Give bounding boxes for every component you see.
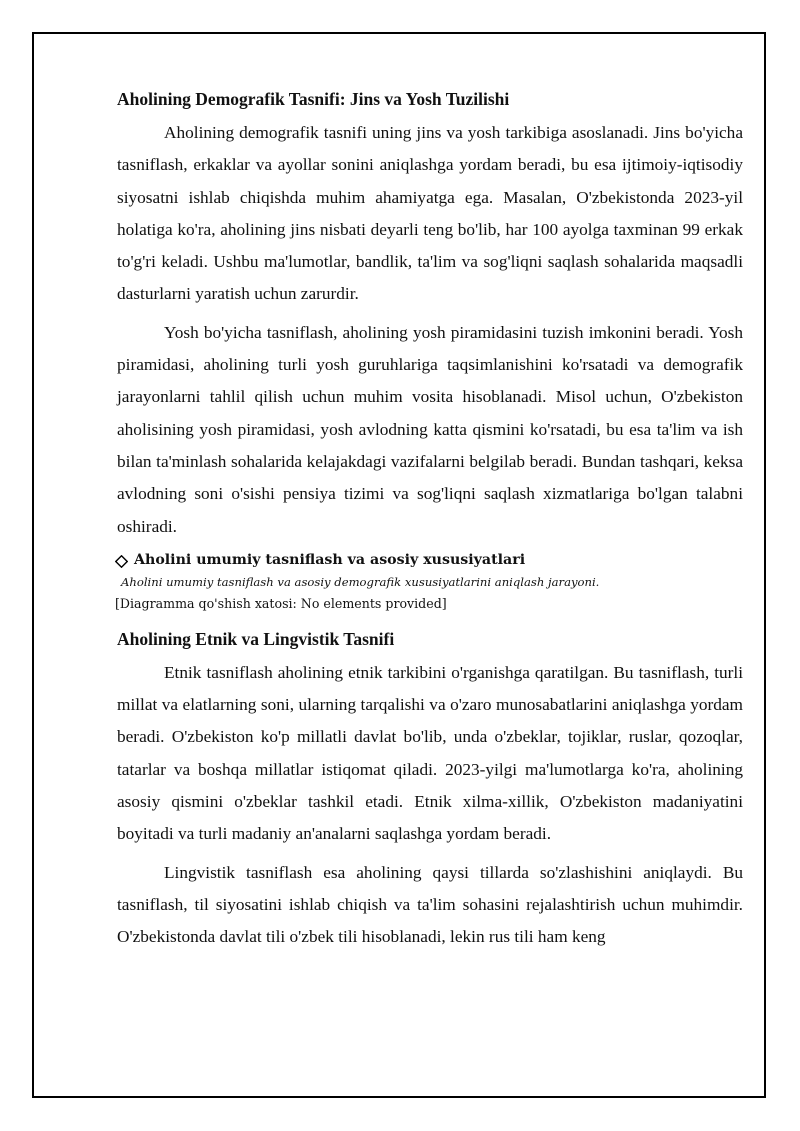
section-heading-ethnic: Aholining Etnik va Lingvistik Tasnifi (117, 628, 395, 649)
diamond-icon (115, 553, 128, 566)
paragraph: Yosh bo'yicha tasniflash, aholining yosh piramidasini tuzish imkonini beradi. Yosh piramidasi, aholining turli yosh guruhlariga taqsimlanishini ko'rsatadi va demografik jarayonlarni tahlil qilish uchun muhim vosita hisoblanadi. Misol uchun, O'zbekiston aholisining yosh piramidasi, yosh avlodning katta qismini ko'rsatadi, bu esa ta'lim va ish bilan ta'minlash sohalarida kelajakdagi vazifalarni belgilab beradi. Bundan tashqari, keksa avlodning soni o'sishi pensiya tizimi va sog'liqni saqlash xizmatlariga bo'lgan talabni oshiradi. (117, 322, 743, 536)
figure-block (117, 549, 743, 615)
document-body (117, 85, 743, 954)
figure-caption: Aholini umumiy tasniflash va asosiy demografik xususiyatlarini aniqlash jarayoni. (121, 574, 600, 589)
figure-title-row (115, 549, 743, 571)
paragraph: Lingvistik tasniflash esa aholining qaysi tillarda so'zlashishini aniqlaydi. Bu tasniflash, til siyosatini ishlab chiqish va ta'lim sohasini rejalashtirish uchun muhimdir. O'zbekistonda davlat tili o'zbek tili hisoblanadi, lekin rus tili ham keng (117, 862, 743, 947)
paragraph: Aholining demografik tasnifi uning jins va yosh tarkibiga asoslanadi. Jins bo'yicha tasniflash, erkaklar va ayollar sonini aniqlashga yordam beradi, bu esa ijtimoiy-iqtisodiy siyosatni ishlab chiqishda muhim ahamiyatga ega. Masalan, O'zbekistonda 2023-yil holatiga ko'ra, aholining jins nisbati deyarli teng bo'lib, har 100 ayolga taxminan 99 erkak to'g'ri keladi. Ushbu ma'lumotlar, bandlik, ta'lim va sog'liqni saqlash sohalarida maqsadli dasturlarni yaratish uchun zarurdir. (117, 123, 743, 304)
figure-error-message: [Diagramma qo'shish xatosi: No elements provided] (115, 595, 447, 611)
section-heading-demographic: Aholining Demografik Tasnifi: Jins va Yosh Tuzilishi (117, 89, 510, 109)
figure-title: Aholini umumiy tasniflash va asosiy xususiyatlari (134, 551, 526, 568)
paragraph: Etnik tasniflash aholining etnik tarkibini o'rganishga qaratilgan. Bu tasniflash, turli millat va elatlarning soni, ularning tarqalishi va o'zaro munosabatlarini aniqlashga yordam beradi. O'zbekiston ko'p millatli davlat bo'lib, unda o'zbeklar, tojiklar, ruslar, qozoqlar, tatarlar va boshqa millatlar istiqomat qiladi. 2023-yilgi ma'lumotlarga ko'ra, aholining asosiy qismini o'zbeklar tashkil etadi. Etnik xilma-xillik, O'zbekiston madaniyatini boyitadi va turli madaniy an'analarni saqlashga yordam beradi. (117, 662, 743, 844)
